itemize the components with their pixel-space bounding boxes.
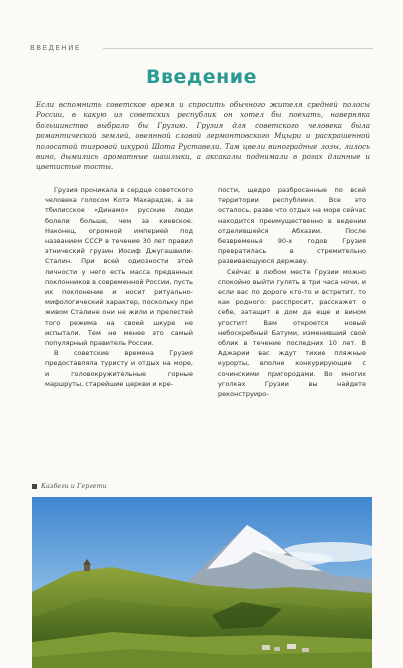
- text-column-right: [218, 185, 366, 399]
- mountain-landscape-image: [32, 497, 372, 668]
- landscape-photo: [32, 497, 372, 668]
- photo-caption: [32, 482, 107, 490]
- caption-marker-icon: [32, 484, 37, 489]
- text-column-left: [45, 185, 193, 389]
- header-rule: [103, 48, 373, 49]
- paragraph: Сейчас в любом месте Грузии можно спокойно выйти гулять в три часа ночи, и если вас по дороге кто-то и встретит, то как родного: расспросит, расскажет о себе, затащит в дом да еще и вином угостит! Вам откроется новый небоскребный Батуми, изменивший свой облик в течение последних 10 лет. В Аджарии вас ждут тихие пляжные курорты, вполне конкурирующие с сочинскими пригородами. Во многих уголках Грузии вы найдете реконструиро-: [218, 267, 366, 399]
- paragraph: В советские времена Грузия предоставляла туристу и отдых на море, и головокружительные горные маршруты, старейшие церкви и кре-: [45, 349, 193, 388]
- paragraph: Грузия проникала в сердце советского человека голосом Котэ Махарадзе, а за тбилисское «Динамо» русские люди болели больше, чем за киевское. Наконец, огромной империей под названием СССР в течение 30 лет правил этнический грузин Иосиф Джугашвили-Сталин. При всей одиозности этой личности у него есть масса преданных поклонников в современной России, пусть их поклонение и носит ритуально-мифологический характер, поскольку при живом Сталине они не жили и прелестей того режима на своей шкуре не испытали. Тем не менее это самый популярный правитель России.: [45, 186, 193, 348]
- lead-paragraph: Если вспомнить советское время и спросить обычного жителя средней полосы России, в какую из советских республик он хотел бы поехать, наверняка большинство выбрало бы Грузию. Грузия для советского человека была романтической землей, овеянной славой лермонтовского Мцыри и раскрашенной полосатой тигровой шкурой Шота Руставели. Там цвели виноградные лозы, лилось вино, дымились ароматные шашлыки, а аксакалы поднимали в рогах длинные и цветистые тосты.: [36, 100, 370, 172]
- caption-text: Казбеги и Гергети: [41, 482, 107, 490]
- page-title: Введение: [146, 66, 257, 88]
- section-label: ВВЕДЕНИЕ: [30, 44, 81, 52]
- paragraph: пости, щедро разбросанные по всей территории республики. Все это осталось, разве что отдых на море сейчас находится преимущественно в ведении отделившейся Абхазии. После безвременья 90-х годов Грузия превратилась в стремительно развивающуюся державу.: [218, 186, 366, 266]
- running-header: [30, 43, 373, 53]
